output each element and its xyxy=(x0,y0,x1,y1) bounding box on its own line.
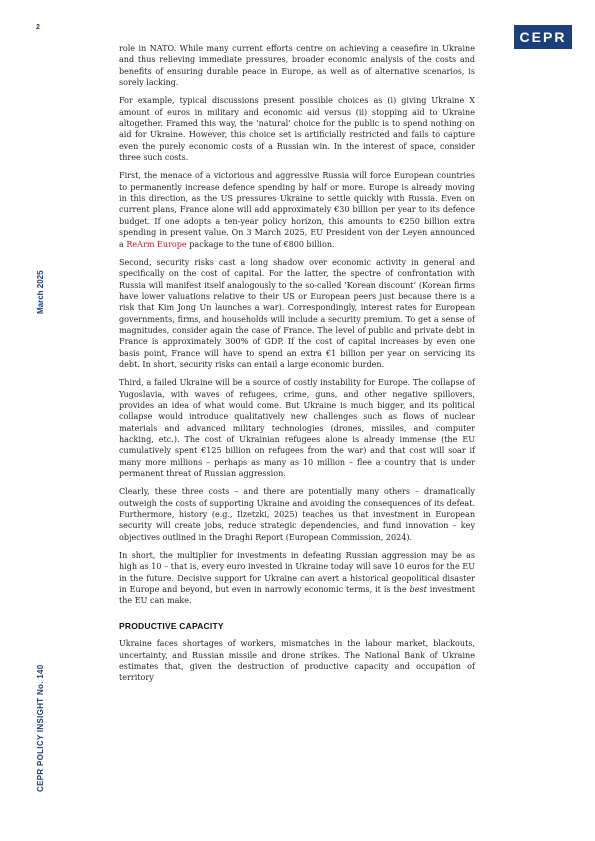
cepr-logo: CEPR xyxy=(514,25,572,49)
paragraph-7 xyxy=(119,550,475,607)
paragraph-7-text-end: investment the EU can make. xyxy=(119,585,475,606)
rearm-europe-link[interactable]: ReArm Europe xyxy=(126,239,187,249)
sidebar-date: March 2025 xyxy=(36,270,45,314)
paragraph-3-text: First, the menace of a victorious and aggressive Russia will force European countries to permanently increase defence spending by half or more. Europe is already moving in this direction, as the US pressures Ukraine to settle quickly with Russia. Even on current plans, France alone will add approximately €30 billion per year to its defence budget. If one adopts a ten-year policy horizon, this amounts to €250 billion extra spending in present value. On 3 March 2025, EU President von der Leyen announced a xyxy=(119,171,475,249)
paragraph-2: For example, typical discussions present possible choices as (i) giving Ukraine X amount of euros in military and economic aid versus (ii) stopping aid to Ukraine altogether. Framed this way, the ‘natural’ choice for the public is to spend nothing on aid for Ukraine. However, this choice set is artificially restricted and fails to capture even the purely economic costs of a Russian win. In the interest of space, consider three such costs. xyxy=(119,96,475,163)
paragraph-4: Second, security risks cast a long shadow over economic activity in general and specifically on the cost of capital. For the latter, the spectre of confrontation with Russia will manifest itself analogously to the so-called ‘Korean discount’ (Korean firms have lower valuations relative to their US or European peers just because there is a risk that Kim Jong Un launches a war). Correspondingly, interest rates for European governments, firms, and households will include a security premium. To get a sense of magnitudes, consider again the case of France. The level of public and private debt in France is approximately 300% of GDP. If the cost of capital increases by even one basis point, France will have to spend an extra €1 billion per year on servicing its debt. In short, security risks can entail a large economic burden. xyxy=(119,257,475,369)
article-body xyxy=(119,43,475,691)
paragraph-6: Clearly, these three costs – and there are potentially many others – dramatically outweigh the costs of supporting Ukraine and avoiding the consequences of its defeat. Furthermore, history (e.g., Ilzetzki, 2025) teaches us that investment in European security will create jobs, reduce strategic dependencies, and fund innovation – key objectives outlined in the Draghi Report (European Commission, 2024). xyxy=(119,487,475,542)
paragraph-7-text: In short, the multiplier for investments in defeating Russian aggression may be as high as 10 – that is, every euro invested in Ukraine today will save 10 euros for the EU in the future. Decisive support for Ukraine can avert a historical geopolitical disaster in Europe and beyond, but even in narrowly economic terms, it is the xyxy=(119,551,475,595)
paragraph-3-text-end: package to the tune of €800 billion. xyxy=(186,239,335,249)
paragraph-3 xyxy=(119,170,475,249)
paragraph-1: role in NATO. While many current efforts centre on achieving a ceasefire in Ukraine and thus relieving immediate pressures, broader economic analysis of the costs and benefits of ensuring durable peace in Europe, as well as of alternative scenarios, is sorely lacking. xyxy=(119,44,475,88)
sidebar-series-label: CEPR POLICY INSIGHT No. 140 xyxy=(36,664,45,792)
paragraph-8: Ukraine faces shortages of workers, mismatches in the labour market, blackouts, uncertainty, and Russian missile and drone strikes. The National Bank of Ukraine estimates that, given the destruction of productive capacity and occupation of territory xyxy=(119,639,475,683)
page-number: 2 xyxy=(36,24,40,31)
paragraph-5: Third, a failed Ukraine will be a source of costly instability for Europe. The collapse of Yugoslavia, with waves of refugees, crime, guns, and other negative spillovers, provides an idea of what would come. But Ukraine is much bigger, and its political collapse would introduce qualitatively new challenges such as flows of nuclear materials and advanced military technologies (drones, missiles, and computer hacking, etc.). The cost of Ukrainian refugees alone is already immense (the EU cumulatively spent €125 billion on refugees from the war) and that cost will soar if many more millions – perhaps as many as 10 million – flee a country that is under permanent threat of Russian aggression. xyxy=(119,378,475,479)
paragraph-7-emphasis: best xyxy=(409,585,427,595)
section-heading: PRODUCTIVE CAPACITY xyxy=(119,620,224,631)
